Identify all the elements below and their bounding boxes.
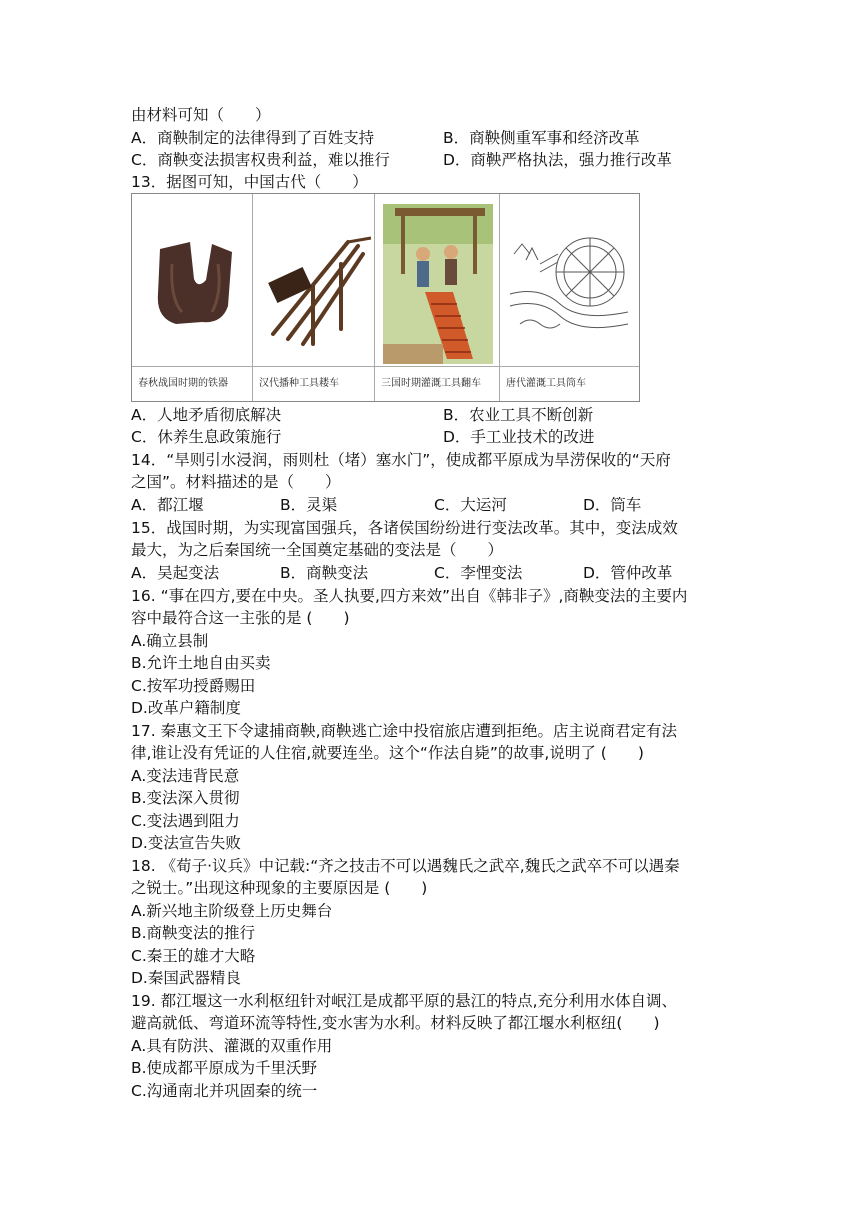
figure-caption-2: 汉代播种工具耧车 — [253, 366, 374, 401]
q13-figure — [131, 193, 640, 402]
seed-drill-image — [253, 194, 374, 369]
q12-option-b: B．商鞅侧重军事和经济改革 — [443, 129, 640, 147]
q14-option-b: B．灵渠 — [280, 496, 338, 514]
q14-option-d: D．筒车 — [583, 496, 642, 514]
q15-stem-line-2: 最大，为之后秦国统一全国奠定基础的变法是（ ） — [131, 541, 504, 559]
q19-stem-line-2: 避高就低、弯道环流等特性,变水害为水利。材料反映了都江堰水利枢纽( ) — [131, 1014, 660, 1032]
figure-panel-chain-pump — [375, 194, 500, 401]
q16-stem-line-2: 容中最符合这一主张的是 ( ) — [131, 609, 350, 627]
q19-option-b: B.使成都平原成为千里沃野 — [131, 1059, 318, 1077]
q15-option-c: C．李悝变法 — [434, 564, 523, 582]
q14-option-a: A．都江堰 — [131, 496, 204, 514]
q14-option-c: C．大运河 — [434, 496, 507, 514]
iron-tool-image — [132, 194, 252, 369]
figure-caption-3: 三国时期灌溉工具翻车 — [375, 366, 499, 401]
q18-option-d: D.秦国武器精良 — [131, 969, 241, 987]
q13-option-d: D．手工业技术的改进 — [443, 428, 595, 446]
q19-option-a: A.具有防洪、灌溉的双重作用 — [131, 1037, 333, 1055]
figure-panel-water-wheel — [500, 194, 639, 401]
q16-option-c: C.按军功授爵赐田 — [131, 677, 256, 695]
q13-stem: 13．据图可知，中国古代（ ） — [131, 173, 368, 191]
q19-stem-line-1: 19. 都江堰这一水利枢纽针对岷江是成都平原的悬江的特点,充分利用水体自调、 — [131, 992, 678, 1010]
q16-option-a: A.确立县制 — [131, 632, 209, 650]
q18-option-a: A.新兴地主阶级登上历史舞台 — [131, 902, 333, 920]
q17-option-a: A.变法违背民意 — [131, 767, 240, 785]
q17-option-d: D.变法宣告失败 — [131, 834, 241, 852]
q13-option-c: C．休养生息政策施行 — [131, 428, 282, 446]
figure-caption-1: 春秋战国时期的铁器 — [132, 366, 252, 401]
q15-option-b: B．商鞅变法 — [280, 564, 369, 582]
q17-stem-line-1: 17. 秦惠文王下令逮捕商鞅,商鞅逃亡途中投宿旅店遭到拒绝。店主说商君定有法 — [131, 722, 678, 740]
q16-option-b: B.允许土地自由买卖 — [131, 654, 271, 672]
q15-option-d: D．管仲改革 — [583, 564, 673, 582]
q15-option-a: A．吴起变法 — [131, 564, 220, 582]
chain-pump-image — [375, 194, 499, 369]
q17-option-c: C.变法遇到阻力 — [131, 812, 240, 830]
q13-option-a: A．人地矛盾彻底解决 — [131, 406, 282, 424]
figure-caption-4: 唐代灌溉工具筒车 — [500, 366, 639, 401]
q18-stem-line-1: 18. 《荀子·议兵》中记载:“齐之技击不可以遇魏氏之武卒,魏氏之武卒不可以遇秦 — [131, 857, 680, 875]
q12-option-a: A．商鞅制定的法律得到了百姓支持 — [131, 129, 375, 147]
q14-stem-line-2: 之国”。材料描述的是（ ） — [131, 473, 341, 491]
figure-panel-iron-tool — [132, 194, 253, 401]
q18-option-b: B.商鞅变法的推行 — [131, 924, 256, 942]
q12-option-d: D．商鞅严格执法，强力推行改革 — [443, 151, 672, 169]
q18-stem-line-2: 之锐士。”出现这种现象的主要原因是 ( ) — [131, 879, 428, 897]
q15-stem-line-1: 15．战国时期，为实现富国强兵，各诸侯国纷纷进行变法改革。其中，变法成效 — [131, 519, 678, 537]
q19-option-c: C.沟通南北并巩固秦的统一 — [131, 1082, 318, 1100]
q17-option-b: B.变法深入贯彻 — [131, 789, 240, 807]
water-wheel-image — [500, 194, 639, 369]
q17-stem-line-2: 律,谁让没有凭证的人住宿,就要连坐。这个“作法自毙”的故事,说明了 ( ) — [131, 744, 644, 762]
q18-option-c: C.秦王的雄才大略 — [131, 947, 256, 965]
q16-stem-line-1: 16. “事在四方,要在中央。圣人执要,四方来效”出自《韩非子》,商鞅变法的主要内 — [131, 587, 688, 605]
figure-panel-seed-drill — [253, 194, 375, 401]
q13-option-b: B．农业工具不断创新 — [443, 406, 594, 424]
q12-stem: 由材料可知（ ） — [131, 106, 271, 124]
q12-option-c: C．商鞅变法损害权贵利益，难以推行 — [131, 151, 390, 169]
q16-option-d: D.改革户籍制度 — [131, 699, 241, 717]
q14-stem-line-1: 14．“旱则引水浸润，雨则杜（堵）塞水门”，使成都平原成为旱涝保收的“天府 — [131, 451, 671, 469]
